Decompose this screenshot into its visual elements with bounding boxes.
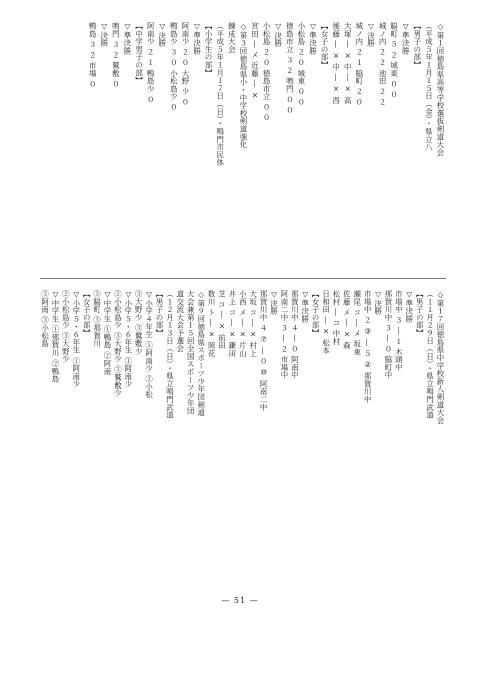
- bottom-line: ▽中学生 ①那賀川 ②鴨島: [50, 290, 60, 383]
- bottom-line: 大坂 コ ― × 村上: [248, 290, 258, 358]
- bottom-line: 芝 コ ― × 前田: [217, 290, 227, 350]
- top-line: 徳島市立 ３ ２ 鳴門 ０ ０: [285, 22, 295, 114]
- bottom-panel: [40, 290, 446, 580]
- top-line: ▽準決勝: [192, 22, 202, 55]
- top-line: 後藤 ― × 中 ― × 西: [331, 22, 341, 105]
- bottom-line: ▽決勝: [373, 290, 383, 315]
- page-number: — 51 —: [221, 596, 259, 605]
- top-line: 城ノ内 ２ ２ 池田 ２ ２: [378, 22, 388, 106]
- bottom-line: ③大野少 ③鷲敷少: [134, 290, 144, 356]
- top-line: （平成５年１月１７日（日）・鳴門市民体: [215, 22, 225, 167]
- bottom-line: ②小松島少 ③大野少 ③鷲敷少: [113, 290, 123, 397]
- top-line: ▽準決勝: [122, 22, 132, 55]
- bottom-line: ②小松島少 ③大野少: [61, 290, 71, 363]
- top-line: ▽準決勝: [308, 22, 318, 55]
- bottom-line: ▽準決勝: [300, 290, 310, 323]
- bottom-line: （１２月１３日（日）・県立鳴門武道: [165, 290, 175, 419]
- bottom-line: 松村 ― コ 中村: [331, 290, 341, 346]
- top-line: 鳴門 ３ ２ 鷲敷 ０: [111, 22, 121, 88]
- top-line: 小松島 ２ ０ 城東 ０ ０: [296, 22, 306, 106]
- bottom-line: ▽小学５・６年生 ①阿南少: [123, 290, 133, 388]
- bottom-line: ③阿南 ③小松島: [40, 290, 50, 348]
- top-line: 【男子の部】: [412, 22, 422, 69]
- top-line: ▽準決勝: [401, 22, 411, 55]
- top-line: 阿南少 ２ ０ 大野 少 ０: [180, 22, 190, 106]
- bottom-line: 阿南二中 ３ ― ２ 市場中: [279, 290, 289, 379]
- top-line: ▽決勝: [366, 22, 376, 47]
- bottom-line: ▽決勝: [269, 290, 279, 315]
- bottom-line: ▽準決勝: [404, 290, 414, 323]
- bottom-line: 那賀川中 ４ ― ０ 阿南中: [290, 290, 300, 379]
- top-line: 大塚 ― × 中 ― × 高: [343, 22, 353, 105]
- bottom-line: 那賀川中 ３ ― ０ 脇町中: [383, 290, 393, 379]
- top-line: 【中学男子の部】: [134, 22, 144, 85]
- bottom-line: 市場中 ２ ③ ― ５ ② 那賀川中: [363, 290, 373, 404]
- top-line: ◇第３回徳島県小・中学校剣道強化: [238, 22, 248, 149]
- bottom-line: 佐藤 メ ― × 森: [342, 290, 352, 350]
- top-line: 錬成大会: [227, 22, 237, 54]
- top-line: 小松島 ２ ０ 徳島市立 ０ ０: [262, 22, 272, 122]
- bottom-line: ▽小学４年生 ①阿南少 ②小松: [144, 290, 154, 399]
- bottom-line: 小西 メ ― × 片山: [238, 290, 248, 358]
- top-line: 城ノ内 ２ １ 脇町 ２ ０: [354, 22, 364, 106]
- top-line: 脇町 ５ ２ 城東 ０ ０: [389, 22, 399, 99]
- bottom-line: 数川 ト ― × 岡花: [207, 290, 217, 358]
- top-line: 阿南少 ２ １ 鴨島少 ０: [146, 22, 156, 104]
- top-line: ◇第１回徳島県高等学校選抜剣道大会: [436, 22, 445, 157]
- bottom-line: ③脇町 ③那賀川: [92, 290, 102, 348]
- bottom-line: ◇第９回徳島県スポーツ少年団剣道: [196, 290, 206, 417]
- bottom-line: 【女子の部】: [311, 290, 321, 337]
- bottom-line: 【男子の部】: [155, 290, 165, 337]
- top-line: ▽決勝: [273, 22, 283, 47]
- bottom-line: 日和田 ― × 松本: [321, 290, 331, 355]
- bottom-line: 瀬尾 コ ― メ 坂東: [352, 290, 362, 356]
- bottom-line: 道交流大会予選会: [175, 290, 185, 353]
- bottom-line: 【女子の部】: [82, 290, 92, 337]
- bottom-line: 那賀川中 ４ ⑦ ― ０ ⑩ 阿南二中: [259, 290, 269, 412]
- top-line: （平成５年１月１５日（金）・県立八: [424, 22, 434, 151]
- top-line: 鴨島少 ３ ０ 小松島少 ０: [169, 22, 179, 111]
- bottom-line: ▽小学５・６年生 ①阿南少: [71, 290, 81, 388]
- bottom-line: 大会兼第１５回全国スポーツ少年団: [186, 290, 196, 415]
- top-line: ▽決勝: [99, 22, 109, 47]
- top-line: ▽決勝: [157, 22, 167, 47]
- top-panel: [40, 22, 446, 270]
- top-line: 宮田 ― メ 近藤 ― ×: [250, 22, 260, 100]
- top-line: 鴨島 ３ ２ 市場 ０: [88, 22, 98, 88]
- bottom-line: （１１月２９日（日）・県立鳴門武道: [425, 290, 435, 419]
- bottom-line: ▽中学生 ①鴨島 ②阿南: [103, 290, 112, 376]
- top-line: 【女子の部】: [320, 22, 330, 69]
- top-line: 【小学生の部】: [204, 22, 214, 77]
- bottom-line: ◇第１７回徳島県中学校新人剣道大会: [436, 290, 445, 425]
- divider-line: [40, 278, 446, 279]
- bottom-line: 【男子の部】: [415, 290, 425, 337]
- bottom-line: 井上 コ ― × 鎌田: [227, 290, 237, 358]
- bottom-line: 市場中 ３ ― １ 木頭中: [394, 290, 404, 372]
